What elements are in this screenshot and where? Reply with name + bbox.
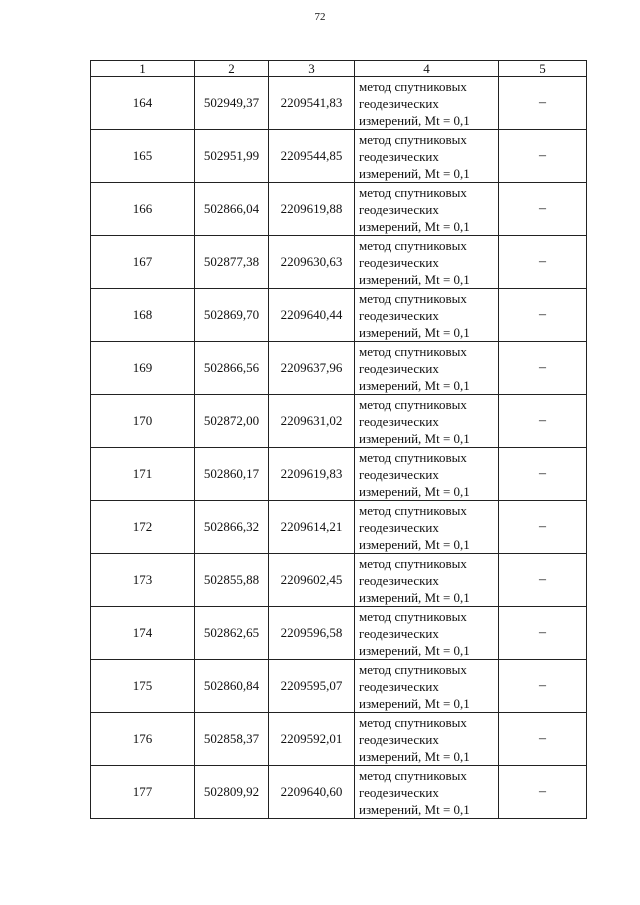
table-row xyxy=(91,660,587,713)
note-cell: – xyxy=(499,236,587,289)
coordinate-y-cell: 2209619,88 xyxy=(269,183,355,236)
method-line: геодезических xyxy=(359,519,439,535)
method-line: метод спутниковых xyxy=(359,608,467,624)
coordinate-x-cell: 502809,92 xyxy=(195,766,269,819)
note-cell: – xyxy=(499,342,587,395)
coordinates-table xyxy=(90,60,587,819)
method-line: измерений, Mt = 0,1 xyxy=(359,165,470,181)
method-cell xyxy=(355,130,499,183)
coordinate-y-cell: 2209544,85 xyxy=(269,130,355,183)
coordinate-y-cell: 2209596,58 xyxy=(269,607,355,660)
column-header-3: 3 xyxy=(269,61,355,77)
method-line: измерений, Mt = 0,1 xyxy=(359,748,470,764)
coordinate-x-cell: 502869,70 xyxy=(195,289,269,342)
coordinate-x-cell: 502866,32 xyxy=(195,501,269,554)
method-line: геодезических xyxy=(359,413,439,429)
method-line: геодезических xyxy=(359,466,439,482)
table-row xyxy=(91,77,587,130)
point-number-cell: 167 xyxy=(91,236,195,289)
table-row xyxy=(91,554,587,607)
point-number-cell: 174 xyxy=(91,607,195,660)
method-cell xyxy=(355,501,499,554)
method-line: метод спутниковых xyxy=(359,661,467,677)
method-line: метод спутниковых xyxy=(359,502,467,518)
coordinate-x-cell: 502877,38 xyxy=(195,236,269,289)
method-cell xyxy=(355,342,499,395)
point-number-cell: 166 xyxy=(91,183,195,236)
method-cell xyxy=(355,77,499,130)
note-cell: – xyxy=(499,501,587,554)
note-cell: – xyxy=(499,77,587,130)
note-cell: – xyxy=(499,395,587,448)
method-line: метод спутниковых xyxy=(359,237,467,253)
table-row xyxy=(91,289,587,342)
method-line: геодезических xyxy=(359,625,439,641)
method-cell xyxy=(355,236,499,289)
method-line: геодезических xyxy=(359,307,439,323)
method-line: измерений, Mt = 0,1 xyxy=(359,324,470,340)
method-line: геодезических xyxy=(359,254,439,270)
table-row xyxy=(91,236,587,289)
method-line: геодезических xyxy=(359,360,439,376)
method-line: измерений, Mt = 0,1 xyxy=(359,801,470,817)
coordinate-y-cell: 2209631,02 xyxy=(269,395,355,448)
coordinate-y-cell: 2209637,96 xyxy=(269,342,355,395)
method-line: измерений, Mt = 0,1 xyxy=(359,112,470,128)
coordinate-y-cell: 2209602,45 xyxy=(269,554,355,607)
table-row xyxy=(91,130,587,183)
method-line: измерений, Mt = 0,1 xyxy=(359,271,470,287)
point-number-cell: 165 xyxy=(91,130,195,183)
coordinate-y-cell: 2209614,21 xyxy=(269,501,355,554)
method-line: метод спутниковых xyxy=(359,343,467,359)
method-line: метод спутниковых xyxy=(359,767,467,783)
table-row xyxy=(91,766,587,819)
method-cell xyxy=(355,660,499,713)
table-row xyxy=(91,448,587,501)
coordinate-x-cell: 502862,65 xyxy=(195,607,269,660)
column-header-2: 2 xyxy=(195,61,269,77)
method-cell xyxy=(355,183,499,236)
note-cell: – xyxy=(499,607,587,660)
method-line: метод спутниковых xyxy=(359,290,467,306)
coordinate-y-cell: 2209630,63 xyxy=(269,236,355,289)
coordinate-x-cell: 502860,84 xyxy=(195,660,269,713)
point-number-cell: 176 xyxy=(91,713,195,766)
table-row xyxy=(91,342,587,395)
method-line: геодезических xyxy=(359,201,439,217)
note-cell: – xyxy=(499,183,587,236)
coordinate-y-cell: 2209541,83 xyxy=(269,77,355,130)
coordinate-x-cell: 502951,99 xyxy=(195,130,269,183)
column-header-4: 4 xyxy=(355,61,499,77)
table-row xyxy=(91,501,587,554)
method-line: геодезических xyxy=(359,784,439,800)
point-number-cell: 170 xyxy=(91,395,195,448)
method-line: геодезических xyxy=(359,148,439,164)
table-row xyxy=(91,607,587,660)
method-line: измерений, Mt = 0,1 xyxy=(359,377,470,393)
note-cell: – xyxy=(499,766,587,819)
table-row xyxy=(91,183,587,236)
note-cell: – xyxy=(499,660,587,713)
method-line: метод спутниковых xyxy=(359,555,467,571)
table-row xyxy=(91,713,587,766)
table-row xyxy=(91,395,587,448)
coordinate-x-cell: 502866,56 xyxy=(195,342,269,395)
coordinate-y-cell: 2209592,01 xyxy=(269,713,355,766)
coordinate-y-cell: 2209619,83 xyxy=(269,448,355,501)
coordinate-y-cell: 2209640,44 xyxy=(269,289,355,342)
method-line: измерений, Mt = 0,1 xyxy=(359,536,470,552)
method-line: метод спутниковых xyxy=(359,184,467,200)
note-cell: – xyxy=(499,713,587,766)
column-header-5: 5 xyxy=(499,61,587,77)
coordinate-x-cell: 502855,88 xyxy=(195,554,269,607)
coordinate-y-cell: 2209595,07 xyxy=(269,660,355,713)
method-line: измерений, Mt = 0,1 xyxy=(359,589,470,605)
note-cell: – xyxy=(499,130,587,183)
column-header-1: 1 xyxy=(91,61,195,77)
note-cell: – xyxy=(499,448,587,501)
point-number-cell: 173 xyxy=(91,554,195,607)
table-header-row xyxy=(91,61,587,77)
method-cell xyxy=(355,607,499,660)
method-line: метод спутниковых xyxy=(359,714,467,730)
method-cell xyxy=(355,289,499,342)
method-line: метод спутниковых xyxy=(359,78,467,94)
method-line: измерений, Mt = 0,1 xyxy=(359,642,470,658)
method-line: измерений, Mt = 0,1 xyxy=(359,695,470,711)
note-cell: – xyxy=(499,554,587,607)
method-line: геодезических xyxy=(359,572,439,588)
coordinate-x-cell: 502860,17 xyxy=(195,448,269,501)
coordinate-x-cell: 502949,37 xyxy=(195,77,269,130)
coordinate-x-cell: 502866,04 xyxy=(195,183,269,236)
method-line: измерений, Mt = 0,1 xyxy=(359,483,470,499)
note-cell: – xyxy=(499,289,587,342)
coordinate-x-cell: 502872,00 xyxy=(195,395,269,448)
coordinate-x-cell: 502858,37 xyxy=(195,713,269,766)
method-line: геодезических xyxy=(359,678,439,694)
method-cell xyxy=(355,395,499,448)
method-line: метод спутниковых xyxy=(359,449,467,465)
page-number: 72 xyxy=(314,11,326,23)
point-number-cell: 177 xyxy=(91,766,195,819)
method-cell xyxy=(355,448,499,501)
point-number-cell: 172 xyxy=(91,501,195,554)
point-number-cell: 171 xyxy=(91,448,195,501)
method-cell xyxy=(355,766,499,819)
coordinate-y-cell: 2209640,60 xyxy=(269,766,355,819)
method-line: метод спутниковых xyxy=(359,131,467,147)
method-line: измерений, Mt = 0,1 xyxy=(359,430,470,446)
method-cell xyxy=(355,554,499,607)
point-number-cell: 168 xyxy=(91,289,195,342)
method-line: измерений, Mt = 0,1 xyxy=(359,218,470,234)
method-line: геодезических xyxy=(359,731,439,747)
point-number-cell: 164 xyxy=(91,77,195,130)
method-cell xyxy=(355,713,499,766)
method-line: геодезических xyxy=(359,95,439,111)
method-line: метод спутниковых xyxy=(359,396,467,412)
point-number-cell: 175 xyxy=(91,660,195,713)
table-body xyxy=(91,77,587,819)
point-number-cell: 169 xyxy=(91,342,195,395)
